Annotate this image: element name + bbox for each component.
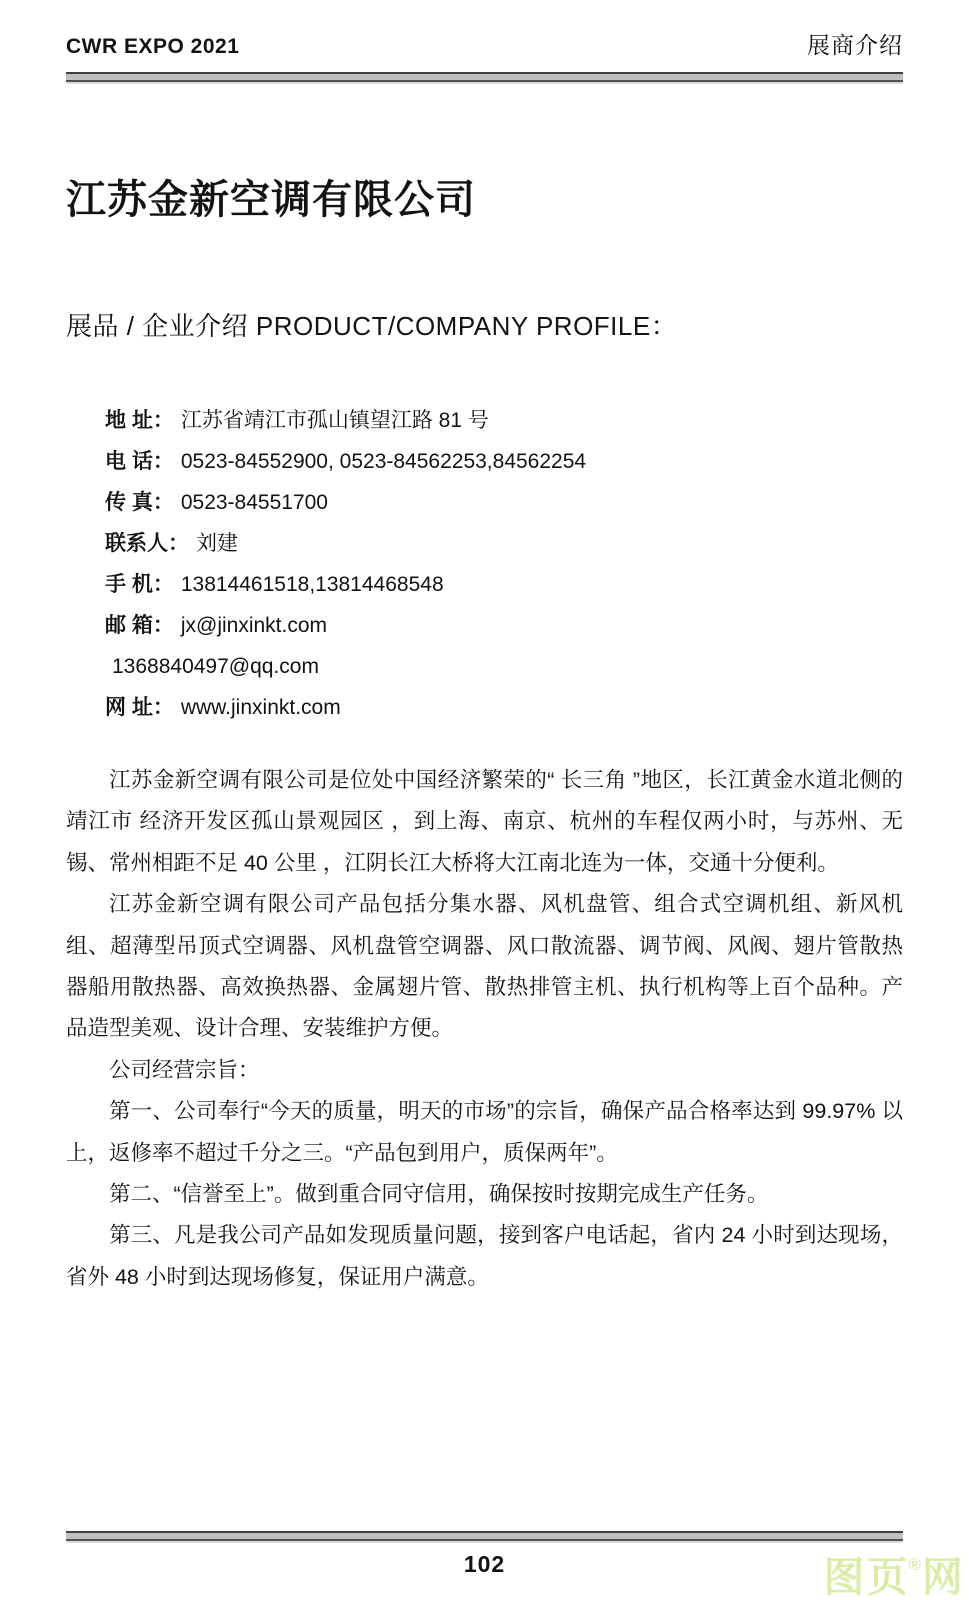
watermark-logo: [823, 1554, 965, 1600]
page-header: [66, 27, 903, 60]
contact-value: 0523-84552900, 0523-84562253,84562254: [180, 450, 587, 473]
contact-row-email-secondary: [105, 646, 903, 687]
contact-row-email: [105, 605, 903, 646]
contact-label: 电 话：: [105, 450, 174, 473]
contact-label: 邮 箱：: [105, 614, 174, 637]
contact-value: 刘建: [196, 532, 238, 555]
contact-value: 0523-84551700: [180, 491, 328, 514]
contact-label: 联系人：: [105, 532, 189, 555]
body-paragraph: 公司经营宗旨：: [109, 1057, 260, 1082]
contact-label: 手 机：: [105, 573, 174, 596]
watermark-text: 图页: [823, 1554, 910, 1600]
body-paragraph: 第二、“信誉至上”。做到重合同守信用，确保按时按期完成生产任务。: [109, 1182, 769, 1207]
contact-value: 江苏省靖江市孤山镇望江路 81 号: [180, 409, 489, 432]
contact-value: jx@jinxinkt.com: [180, 614, 328, 637]
section-heading: 展品 / 企业介绍 PRODUCT/COMPANY PROFILE：: [66, 311, 678, 341]
watermark-text: 网: [922, 1554, 965, 1600]
contact-row-address: [105, 400, 903, 441]
contact-label: 传 真：: [105, 491, 174, 514]
contact-block: [105, 400, 903, 728]
contact-row-contact-person: [105, 523, 903, 564]
contact-value: 13814461518,13814468548: [180, 573, 444, 596]
contact-row-phone: [105, 441, 903, 482]
header-divider: [66, 72, 903, 82]
contact-label: 网 址：: [105, 696, 174, 719]
body-paragraph: 江苏金新空调有限公司产品包括分集水器、风机盘管、组合式空调机组、新风机组、超薄型吊顶式空调器、风机盘管空调器、风口散流器、调节阀、风阀、翅片管散热器船用散热器、高效换热器、金属翅片管、散热排管主机、执行机构等上百个品种。产品造型美观、设计合理、安装维护方便。: [66, 892, 903, 1041]
expo-logo-text: CWR EXPO 2021: [66, 35, 240, 58]
registered-mark: ®: [908, 1555, 923, 1575]
contact-value: www.jinxinkt.com: [180, 696, 341, 719]
contact-row-fax: [105, 482, 903, 523]
body-paragraph: 江苏金新空调有限公司是位处中国经济繁荣的“ 长三角 ”地区，长江黄金水道北侧的靖江市 经济开发区孤山景观园区 ，到上海、南京、杭州的车程仅两小时，与苏州、无锡、常州相距不足 40 公里 ，江阴长江大桥将大江南北连为一体，交通十分便利。: [66, 768, 903, 875]
footer-divider: [66, 1531, 903, 1541]
company-title: 江苏金新空调有限公司: [66, 178, 476, 222]
company-profile-text: [66, 760, 903, 1298]
contact-row-website: [105, 687, 903, 728]
contact-label: 地 址：: [105, 409, 174, 432]
body-paragraph: 第三、凡是我公司产品如发现质量问题，接到客户电话起，省内 24 小时到达现场，省外 48 小时到达现场修复，保证用户满意。: [66, 1223, 903, 1289]
body-paragraph: 第一、公司奉行“今天的质量，明天的市场”的宗旨，确保产品合格率达到 99.97% 以上，返修率不超过千分之三。“产品包到用户，质保两年”。: [66, 1099, 903, 1165]
page-number: 102: [463, 1551, 506, 1577]
header-section-label: 展商介绍: [807, 32, 903, 58]
contact-value: 1368840497@qq.com: [112, 655, 319, 678]
contact-row-mobile: [105, 564, 903, 605]
